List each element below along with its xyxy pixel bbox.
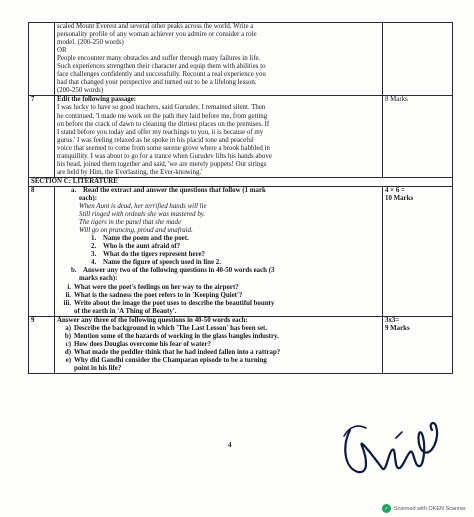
q9-question-num: d)	[64, 348, 71, 356]
q9-question	[57, 333, 380, 341]
section-c-row	[29, 177, 453, 186]
question-table	[28, 22, 453, 374]
q8b-question-text: What is the sadness the poet refers to in 'Keeping Quiet'?	[74, 291, 243, 299]
q8a-title-2: each):	[79, 194, 97, 202]
q8-marks-total: 10 Marks	[385, 194, 414, 202]
q6-or: OR	[57, 47, 67, 55]
q8a-question	[57, 235, 380, 243]
q7-passage-line: tranquillity. I was about to go for a trance when Gurudev lifts his hands above	[57, 152, 272, 160]
q7-passage-line: I was lucky to have so good teachers, said Gurudev. I remained silent. Then	[57, 104, 266, 112]
q9-marks	[383, 316, 453, 373]
q9-question-text: How does Douglas overcome his fear of water?	[74, 340, 211, 348]
q6-line: face challenges confidently and successfully. Recount a real experience you	[57, 71, 266, 79]
q8a-question	[57, 259, 380, 267]
q7-passage-line: I stand before you today and offer my teachings to you, it is because of my	[57, 128, 264, 136]
q9-number: 9	[29, 316, 55, 373]
scanner-label: Scanned with OKEN Scanner	[393, 505, 466, 512]
q9-question	[57, 349, 380, 357]
q8-row	[29, 186, 453, 316]
q7-passage-line: voice that seemed to come from some serene grove where a brook babbled in	[57, 144, 270, 152]
handwritten-signature	[336, 416, 456, 484]
q6-line: had that changed your perspective and turned out to be a lifelong lesson.	[57, 79, 257, 87]
q7-text-cell	[55, 96, 383, 177]
q8b-question-text: What were the poet's feelings on her way to the airport?	[74, 283, 239, 291]
q9-title: Answer any three of the following questions in 40-50 words each:	[57, 316, 248, 324]
q8b-question-cont: of the earth in 'A Thing of Beauty'.	[74, 307, 177, 315]
q9-question-num: e)	[65, 356, 71, 364]
q8b-label: b.	[71, 267, 77, 275]
q8b-title-2: marks each):	[79, 275, 118, 283]
q6-text-cell	[55, 23, 383, 96]
q8a-question-text: Name the poem and the poet.	[103, 235, 189, 243]
q9-question	[57, 357, 380, 365]
q6-line: personality profile of any woman achiever you admire or consider a role	[57, 31, 257, 39]
q6-line: (200-250 words)	[57, 87, 104, 95]
q9-question-num: b)	[64, 332, 71, 340]
q8-poem-line: The tigers in the panel that she made	[79, 219, 182, 227]
q8b-question	[57, 284, 380, 292]
q8a-question-num: 4.	[91, 259, 97, 267]
q7-passage-line: gurus.' I was feeling relaxed as he spoke in his placid tone and peaceful	[57, 136, 254, 144]
q8a-question	[57, 243, 380, 251]
q9-question-text: What made the peddler think that he had indeed fallen into a rattrap?	[74, 348, 281, 356]
q7-passage-line: he continued, 'I made me work on the path they laid before me, from getting	[57, 112, 268, 120]
q8a-title-1: Read the extract and answer the questions that follow (1 mark	[83, 186, 266, 194]
q8-number: 8	[29, 186, 55, 316]
q8-poem-line: When Aunt is dead, her terrified hands will lie	[79, 203, 207, 211]
q8b-question-num: i.	[67, 283, 71, 291]
section-c-heading: SECTION C: LITERATURE	[29, 177, 453, 186]
q7-title: Edit the following passage:	[57, 96, 137, 104]
q7-passage-line: his head, joined them together and said, 'we are merely puppets! Our strings	[57, 160, 267, 168]
q8a-question-text: Who is the aunt afraid of?	[103, 243, 181, 251]
q8-poem-line: Will go on prancing, proud and unafraid.	[79, 227, 193, 235]
q9-question-text: Describe the background in which 'The Last Lesson' has been set.	[74, 324, 268, 332]
q8a-question-num: 2.	[91, 243, 97, 251]
q9-marks-formula: 3x3=	[385, 316, 400, 324]
q8a-question-text: Name the figure of speech used in line 2.	[103, 259, 221, 267]
q8a-question	[57, 251, 380, 259]
q9-question-num: c)	[65, 340, 71, 348]
q6-line: People encounter many obstacles and suffer through many failures in life.	[57, 55, 261, 63]
q6-line: Such experiences strengthen their character and equip them with abilities to	[57, 63, 266, 71]
q8b-question-num: iii.	[63, 299, 71, 307]
q9-question-text: Why did Gandhi consider the Champaran episode to be a turning	[74, 356, 267, 364]
q7-passage-line: are held by Him, the Everlasting, the Ever-knowing.'	[57, 168, 203, 176]
q8a-question-text: What do the tigers represent here?	[103, 251, 206, 259]
q8a-label: a.	[71, 186, 77, 194]
q6-row	[29, 23, 453, 96]
q8b-question	[57, 300, 380, 308]
q9-question-num: a)	[65, 324, 71, 332]
scanner-icon: ✓	[382, 504, 391, 513]
q9-question-cont: point in his life?	[74, 364, 122, 372]
q8b-question	[57, 292, 380, 300]
page-number: 4	[228, 441, 232, 449]
q6-marks-cell	[383, 23, 453, 96]
q8-text-cell	[55, 186, 383, 316]
q8b-question-text: Write about the image the poet uses to describe the beautiful bounty	[74, 299, 275, 307]
q9-question	[57, 325, 380, 333]
q8b-question-num: ii.	[65, 291, 71, 299]
q9-marks-total: 9 Marks	[385, 324, 410, 332]
q8-marks-formula: 4 × 6 =	[385, 186, 405, 194]
q7-marks-text: 8 Marks	[385, 96, 408, 104]
q9-question	[57, 341, 380, 349]
q8a-heading	[57, 187, 380, 195]
q7-passage-line: on before the crack of dawn to cleaning the dirtiest places on the premises. If	[57, 120, 270, 128]
q8b-heading	[57, 267, 380, 275]
q8a-question-num: 1.	[91, 235, 97, 243]
q8-marks	[383, 186, 453, 316]
q9-row	[29, 316, 453, 373]
q8b-title-1: Answer any two of the following questions in 40-50 words each (3	[83, 267, 275, 275]
q7-row	[29, 96, 453, 177]
q9-text-cell	[55, 316, 383, 373]
q8-poem-line: Still ringed with ordeals she was mastered by.	[79, 211, 206, 219]
q7-marks	[383, 96, 453, 177]
q6-line: model. (200-250 words)	[57, 39, 124, 47]
q6-number-cell	[29, 23, 55, 96]
scanner-watermark	[382, 504, 466, 513]
q7-number: 7	[29, 96, 55, 177]
q9-question-text: Mention some of the hazards of working in the glass bangles industry.	[74, 332, 279, 340]
q6-line: scaled Mount Everest and several other peaks across the world. Write a	[57, 23, 254, 30]
q8a-question-num: 3.	[91, 251, 97, 259]
